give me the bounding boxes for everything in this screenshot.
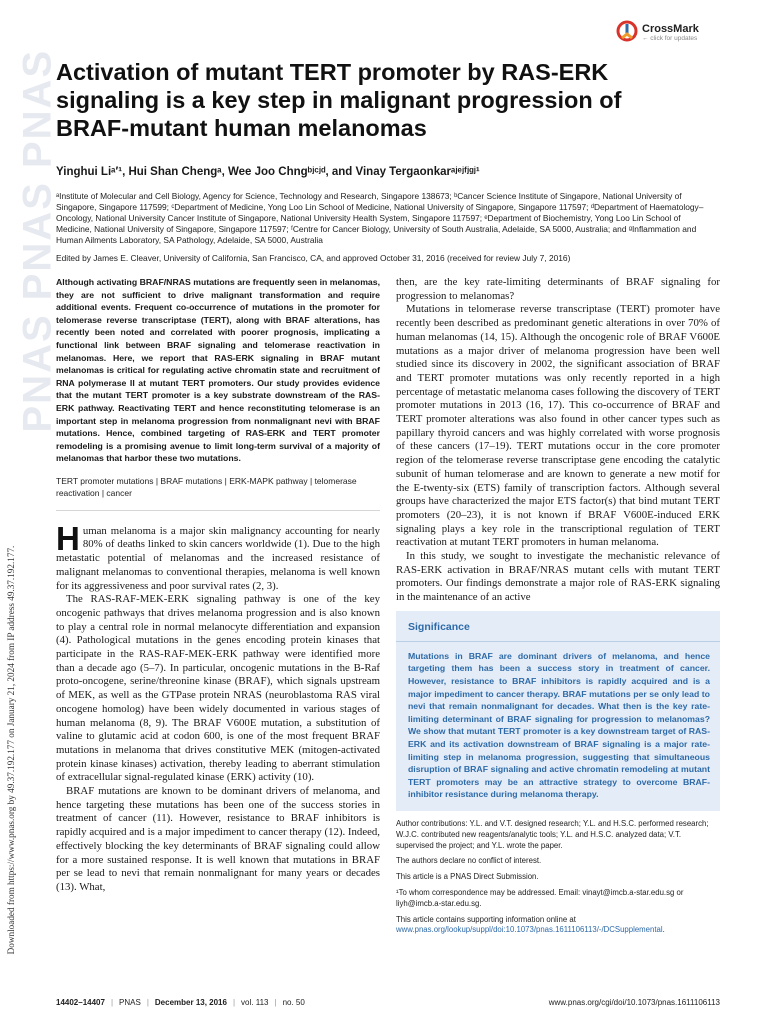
page-footer bbox=[56, 998, 720, 1007]
intro-paragraph-1 bbox=[56, 519, 380, 594]
footer-date: December 13, 2016 bbox=[154, 998, 227, 1007]
intro-paragraph-1-text: uman melanoma is a major skin malignancy accounting for nearly 80% of deaths linked to skin cancers worldwide (1). Due to the high metastatic potential of melanomas and the increased resistance of malignant melanomas to conventional therapies, melanoma is well known for its aggressiveness and poor survival rates (2, 3). bbox=[56, 524, 380, 592]
footer-journal: PNAS bbox=[119, 998, 141, 1007]
drop-cap: H bbox=[56, 519, 80, 557]
crossmark-title: CrossMark bbox=[642, 22, 699, 35]
pnas-watermark: PNAS PNAS PNAS bbox=[15, 48, 60, 433]
footer-issue: no. 50 bbox=[282, 998, 305, 1007]
abstract-divider bbox=[56, 510, 380, 511]
significance-rule bbox=[396, 641, 720, 642]
significance-text: Mutations in BRAF are dominant drivers of melanoma, and hence targeting them has been a success story in treatment of cancer. However, resistance to BRAF inhibitors is rapidly acquired and is a major impediment to cancer therapy. BRAF mutations per se only lead to nevi that remain nonmalignant for decades. What then is the key rate-limiting determinant of BRAF signaling for progression to melanomas? We show that mutant TERT promoter is a key downstream target of RAS-ERK and its activation downstream of BRAF signaling is a major rate-limiting step in melanoma progression, suggesting that simultaneous disruption of BRAF signaling and active chromatin remodeling at mutant TERT promoters may be an attractive strategy to overcome BRAF-inhibitor resistance during melanoma therapy. bbox=[408, 650, 710, 800]
intro-paragraph-3-continued: then, are the key rate-limiting determinants of BRAF signaling for progression to melanomas? bbox=[396, 276, 720, 302]
supporting-info-note bbox=[396, 915, 720, 937]
supporting-prefix: This article contains supporting information online at bbox=[396, 914, 576, 924]
edited-by: Edited by James E. Cleaver, University of California, San Francisco, CA, and approved October 31, 2016 (received for review July 7, 2016) bbox=[56, 253, 571, 263]
intro-paragraph-2: The RAS-RAF-MEK-ERK signaling pathway is one of the key oncogenic pathways that drives melanoma progression and is also known to play a central role in normal melanocyte differentiation and expansion (4). Pathological mutations in the genes encoding protein kinases that participate in the RAS-RAF-MEK-ERK pathway were identified more than a decade ago (5–7). In particular, oncogenic mutations in the B-Raf proto-oncogene, serine/threonine kinase (BRAF), which signals upstream of MEK, as well as the GTPase protein NRAS (neuroblastoma RAS viral oncogene homolog) have been widely documented in various stages of human melanoma (8, 9). The BRAF V600E mutation, a substitution of valine to glutamic acid at codon 600, is one of the most frequent BRAF mutations in melanoma that drives constitutive MEK (mitogen-activated protein kinase kinases) activation, thereby leading to aberrant stimulation of extracellular signal-regulated kinase (ERK) activity (10). bbox=[56, 593, 380, 784]
crossmark-subtitle: ← click for updates bbox=[642, 34, 698, 42]
footer-pages: 14402–14407 bbox=[56, 998, 105, 1007]
left-column bbox=[56, 276, 380, 895]
affiliations: ᵃInstitute of Molecular and Cell Biology, Agency for Science, Technology and Research, Singapore 138673; ᵇCancer Science Institute of Singapore, National University of Singapore, Singapore 117599; ᶜDepartment of Medicine, Yong Loo Lin School of Medicine, National University of Singapore, Singapore 117597; ᵈDepartment of Haematology–Oncology, National University Cancer Institute of Singapore, National University Health System, Singapore 117597; ᵉDepartment of Biochemistry, Yong Loo Lin School of Medicine, National University of Singapore, Singapore 117597; ᶠCentre for Cancer Biology, University of South Australia, Adelaide, SA 5000, Australia; and ᵍInflammation and Human Ailments Laboratory, SA Pathology, Adelaide, SA 5000, Australia bbox=[56, 191, 704, 246]
keywords: TERT promoter mutations | BRAF mutations | ERK-MAPK pathway | telomerase reactivation | cancer bbox=[56, 475, 357, 499]
author-contributions: Author contributions: Y.L. and V.T. designed research; Y.L. and H.S.C. performed research; W.J.C. contributed new reagents/analytic tools; Y.L. and H.S.C. analyzed data; V.T. supervised the project; and Y.L. wrote the paper. bbox=[396, 819, 709, 850]
footer-volume: vol. 113 bbox=[241, 998, 269, 1007]
intro-paragraph-4: Mutations in telomerase reverse transcriptase (TERT) promoter have recently been described as predominant genetic alterations in over 70% of human melanomas (14, 15). Although the oncogenic role of BRAF V600E mutations as a major driver of melanoma progression have been well studied since its discovery in 2002, the significant association of BRAF and TERT promoter mutations was only recently reported in a high percentage of metastatic melanoma cases following the discovery of TERT promoter mutations in 2013 (16, 17). This co-occurrence of BRAF and TERT promoter alterations was also found in other cancer types such as papillary thyroid cancers and was highly correlated with worse prognosis of these cancers (17–19). TERT mutations occur in the core promoter region of the telomerase reverse transcriptase gene encoding the catalytic subunit of human telomerase and are known to generate a new motif for the E-twenty-six (ETS) family of transcription factors. Although several groups have characterized the major ETS factor(s) that bind mutant TERT promoters (20–23), it is not known if BRAF V600E-induced ERK signaling plays a key role in the transcriptional regulation of TERT reactivation at mutant TERT promoters in human melanoma. bbox=[396, 303, 720, 549]
conflict-statement: The authors declare no conflict of interest. bbox=[396, 856, 542, 866]
footer-citation: 14402–14407 | PNAS | December 13, 2016 | vol. 113 | no. 50 bbox=[56, 998, 305, 1007]
intro-paragraph-3: BRAF mutations are known to be dominant drivers of melanoma, and hence targeting these mutations has been one of the success stories in treatment of cancer (11). However, resistance to BRAF inhibitors is rapidly acquired and is a major impediment to cancer therapy (12). Indeed, effectively blocking the key determinants of BRAF signaling could allow for a more sustained response. It is well known that mutations in BRAF per se lead to nevi that remain nonmalignant for many years or decades (13). What, bbox=[56, 785, 380, 893]
crossmark-badge[interactable] bbox=[616, 18, 716, 46]
correspondence-note: ¹To whom correspondence may be addressed. Email: vinayt@imcb.a-star.edu.sg or liyh@imcb.a-star.edu.sg. bbox=[396, 887, 684, 908]
article-title: Activation of mutant TERT promoter by RAS-ERK signaling is a key step in malignant progression of BRAF-mutant human melanomas bbox=[56, 59, 622, 141]
abstract: Although activating BRAF/NRAS mutations are frequently seen in melanomas, they are not sufficient to drive malignant transformation and require additional events. Frequent co-occurrence of mutations in the promoter for telomerase reverse transcriptase (TERT), along with BRAF alterations, has recently been noted and correlated with poorer prognosis, implicating a functional link between BRAF signaling and telomerase reactivation in melanomas. Here, we report that RAS-ERK signaling in BRAF mutant melanomas is critical for regulating active chromatin state and recruitment of RNA polymerase II at mutant TERT promoters. Our study provides evidence that the mutant TERT promoter is a key substrate downstream of the RAS-ERK pathway. Reactivating TERT and hence reconstituting telomerase is an important step in melanoma progression from nonmalignant nevi with BRAF mutations. Hence, combined targeting of RAS-ERK and TERT promoter remodeling is a promising avenue to limit long-term survival of a majority of melanomas that harbor these two mutations. bbox=[56, 277, 380, 464]
crossmark-icon bbox=[616, 20, 638, 44]
download-note-text: Downloaded from https://www.pnas.org by 49.37.192.177 on January 21, 2024 from IP address 49.37.192.177. bbox=[6, 545, 16, 955]
supporting-suffix: . bbox=[662, 925, 665, 935]
download-note bbox=[5, 490, 17, 1010]
significance-box bbox=[396, 611, 720, 811]
author-list: Yinghui Liᵃ′¹, Hui Shan Chengᵃ, Wee Joo Chngᵇʲᶜʲᵈ, and Vinay Tergaonkarᵃʲᵉʲᶠʲᵍʲ¹ bbox=[56, 166, 480, 178]
supporting-info-link[interactable]: www.pnas.org/lookup/suppl/doi:10.1073/pnas.1611106113/-/DCSupplemental bbox=[396, 925, 663, 935]
right-column bbox=[396, 276, 720, 941]
article-notes bbox=[396, 819, 720, 936]
submission-note: This article is a PNAS Direct Submission. bbox=[396, 872, 539, 882]
significance-title: Significance bbox=[408, 620, 470, 633]
intro-paragraph-5: In this study, we sought to investigate the mechanistic relevance of RAS-ERK activation in BRAF/NRAS mutant cells with mutant TERT promoters. Our findings demonstrate a major role of RAS-ERK signaling in the maintenance of an active bbox=[396, 550, 720, 604]
footer-doi-url[interactable]: www.pnas.org/cgi/doi/10.1073/pnas.1611106113 bbox=[548, 998, 720, 1007]
